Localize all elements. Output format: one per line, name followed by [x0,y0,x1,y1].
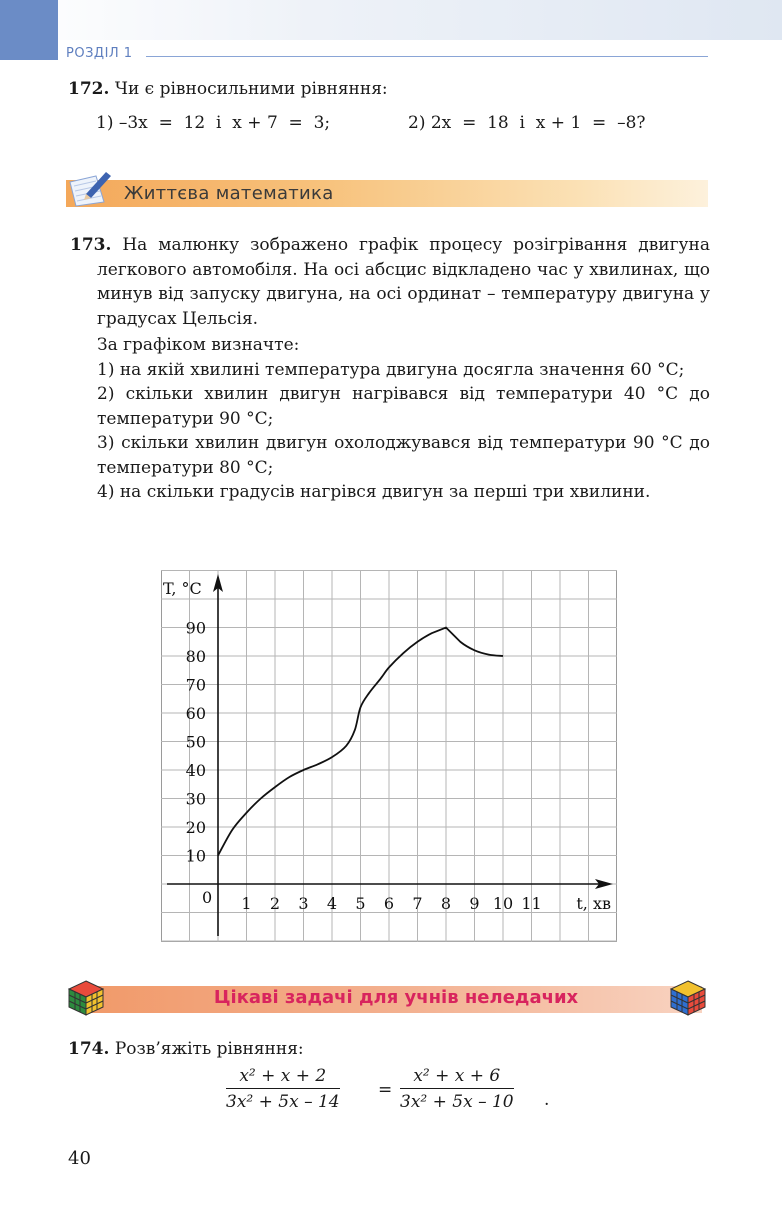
problem-173-q3: 3) скільки хвилин двигун охолоджувався від температури 90 °С до температури 80 °С; [97,433,710,478]
problem-text: Чи є рівносильними рівняння: [114,79,388,99]
fun-problems-title: Цікаві задачі для учнів неледачих [213,987,579,1008]
x-axis-label: t, хв [576,894,611,913]
x-tick-label: 8 [440,894,452,913]
fraction-right-denominator: 3x² + 5x – 10 [400,1092,514,1112]
y-tick-label: 10 [185,846,206,866]
problem-172-item-1: 1) –3x = 12 і x + 7 = 3; [96,113,331,133]
y-tick-label: 70 [185,675,206,695]
problem-number: 173. [70,235,112,255]
section-label: РОЗДІЛ 1 [66,46,133,61]
problem-172-item-2: 2) 2x = 18 і x + 1 = –8? [408,113,646,133]
y-axis-label: T, °C [163,579,202,598]
problem-173-intro [70,233,710,331]
fraction-left [226,1066,340,1112]
problem-174 [68,1037,304,1061]
x-tick-label: 9 [469,894,480,913]
y-tick-label: 40 [185,761,206,780]
header-rule [146,56,708,57]
problem-173-q2: 2) скільки хвилин двигун нагрівався від температури 40 °С до температури 90 °С; [97,384,710,429]
problem-173-q1: 1) на якій хвилині температура двигуна досягла значення 60 °С; [97,359,685,380]
chart-ticks [163,579,611,913]
life-math-title: Життєва математика [124,183,334,204]
y-tick-label: 90 [185,618,206,638]
chapter-corner-tab [0,0,58,60]
x-tick-label: 4 [326,894,338,913]
x-tick-label: 10 [492,894,514,913]
x-tick-label: 5 [355,894,366,913]
x-tick-label: 1 [241,894,252,913]
problem-173 [70,233,710,505]
y-tick-label: 80 [185,647,206,666]
pencil-notebook-icon [66,168,114,208]
x-tick-label: 11 [521,894,542,913]
chart-axes [167,574,613,936]
x-tick-label: 7 [412,894,423,913]
fraction-right [400,1066,514,1112]
y-tick-label: 20 [185,818,206,837]
fraction-left-numerator: x² + x + 2 [226,1066,340,1089]
equals-sign: = [378,1080,393,1100]
chart-svg [161,570,617,942]
header-band [0,0,782,40]
fraction-right-numerator: x² + x + 6 [400,1066,514,1089]
fraction-left-denominator: 3x² + 5x – 14 [226,1092,340,1112]
problem-number: 174. [68,1039,110,1059]
problem-number: 172. [68,79,110,99]
y-tick-label: 50 [185,732,206,752]
x-tick-label: 2 [269,894,281,913]
y-tick-label: 30 [185,789,206,809]
chart-grid [161,570,617,942]
temperature-chart [161,570,617,946]
problem-text: На малюнку зображено графік процесу розігрівання двигуна легкового автомобіля. На осі абсцис відкладено час у хвилинах, що минув від запуску двигуна, на осі ординат – температуру двигуна у градусах Цельсія. [97,235,710,329]
problem-172 [68,77,388,101]
equation-period: . [544,1090,550,1110]
x-tick-label: 6 [383,894,395,913]
problem-173-task: За графіком визначте: [97,335,300,355]
y-tick-label: 60 [185,704,206,723]
origin-label: 0 [202,888,213,907]
x-tick-label: 3 [298,894,309,913]
problem-text: Розв’яжіть рівняння: [114,1039,304,1059]
page-number: 40 [68,1148,91,1169]
problem-173-q4: 4) на скільки градусів нагрівся двигун за перші три хвилини. [97,482,651,502]
